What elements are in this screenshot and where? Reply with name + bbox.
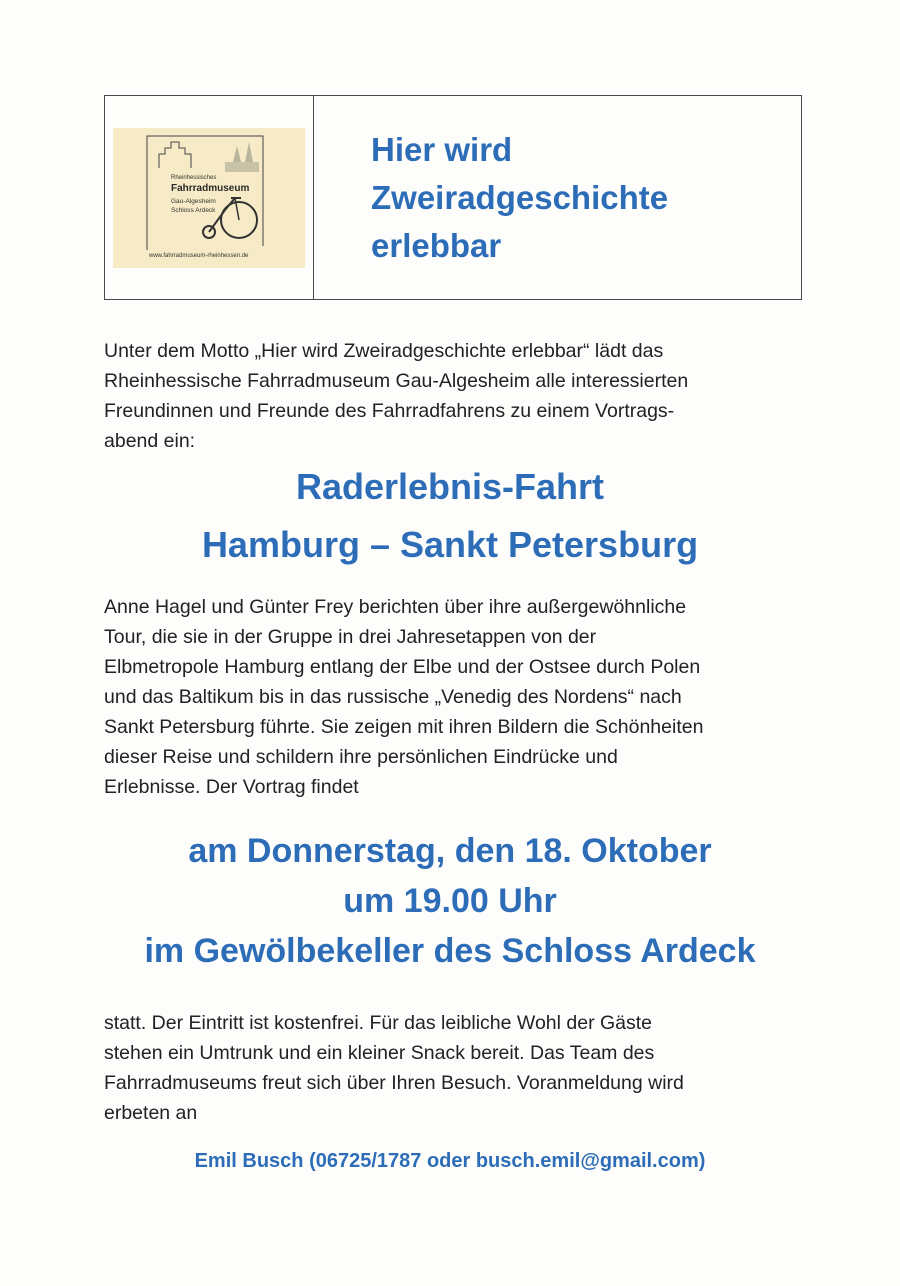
description-line: und das Baltikum bis in das russische „Venedig des Nordens“ nach (104, 686, 682, 708)
header-box (104, 95, 802, 300)
logo-line-1: Rheinhessisches (171, 175, 217, 181)
closing-line: erbeten an (104, 1102, 198, 1124)
closing-line: Fahrradmuseums freut sich über Ihren Besuch. Voranmeldung wird (104, 1072, 684, 1094)
event-title-line: Raderlebnis-Fahrt (295, 466, 605, 507)
closing-paragraph (104, 1008, 684, 1128)
event-date (0, 826, 900, 976)
header-title-line: Hier wird (371, 131, 513, 168)
date-line: am Donnerstag, den 18. Oktober (188, 832, 712, 870)
closing-line: statt. Der Eintritt ist kostenfrei. Für das leibliche Wohl der Gäste (104, 1012, 653, 1034)
description-line: Sankt Petersburg führte. Sie zeigen mit ihren Bildern die Schönheiten (104, 716, 704, 738)
description-line: Erlebnisse. Der Vortrag findet (104, 776, 359, 798)
intro-paragraph (104, 336, 688, 456)
intro-line: abend ein: (104, 430, 196, 452)
header-title-line: Zweiradgeschichte (371, 179, 669, 216)
header-title-line: erlebbar (371, 227, 502, 264)
logo-line-4: Schloss Ardeck (171, 207, 216, 214)
event-title-line: Hamburg – Sankt Petersburg (201, 524, 699, 565)
closing-line: stehen ein Umtrunk und ein kleiner Snack bereit. Das Team des (104, 1042, 655, 1064)
intro-line: Unter dem Motto „Hier wird Zweiradgeschichte erlebbar“ lädt das (104, 340, 664, 362)
intro-line: Freundinnen und Freunde des Fahrradfahrens zu einem Vortrags- (104, 400, 675, 422)
intro-line: Rheinhessische Fahrradmuseum Gau-Algesheim alle interessierten (104, 370, 689, 392)
logo-line-3: Gau-Algesheim (171, 198, 216, 205)
description-line: Anne Hagel und Günter Frey berichten über ihre außergewöhnliche (104, 596, 687, 618)
description-line: Tour, die sie in der Gruppe in drei Jahresetappen von der (104, 626, 597, 648)
contact-text: Emil Busch (06725/1787 oder busch.emil@gmail.com) (194, 1150, 706, 1172)
description-paragraph (104, 592, 703, 802)
logo-line-2: Fahrradmuseum (171, 183, 250, 194)
header-divider (313, 96, 314, 299)
time-line: um 19.00 Uhr (343, 882, 557, 920)
description-line: Elbmetropole Hamburg entlang der Elbe und der Ostsee durch Polen (104, 656, 701, 678)
contact-line (0, 1146, 900, 1176)
description-line: dieser Reise und schildern ihre persönlichen Eindrücke und (104, 746, 618, 768)
logo-url: www.fahrradmuseum-rheinhessen.de (149, 253, 249, 259)
museum-logo (113, 128, 305, 268)
event-title (0, 458, 900, 574)
venue-line: im Gewölbekeller des Schloss Ardeck (144, 932, 756, 970)
header-title (371, 126, 791, 270)
